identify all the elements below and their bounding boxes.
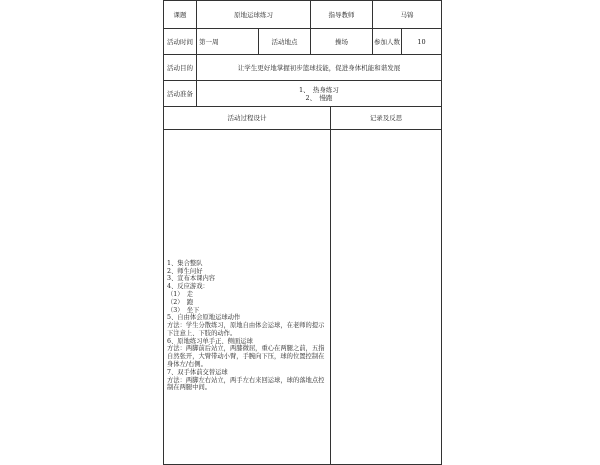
row-topic [164,1,442,29]
prep-item: 1、 热身练习 [299,85,339,94]
design-header: 活动过程设计 [164,107,331,130]
process-line: 6、原地练习单手正、侧面运球 [167,337,253,345]
process-line: （1） 走 [167,290,194,298]
activity-plan-table [163,0,442,465]
time-value: 第一周 [197,29,259,55]
process-line: 2、师生问好 [167,267,203,275]
row-goal [164,55,442,81]
process-line: 方法：学生分散练习，原地自由体会运球，在老师的提示下注意上、下肢的动作。 [167,322,325,337]
process-line: 3、宣布本课内容 [167,275,216,283]
prep-item: 2、 慢跑 [305,93,333,102]
place-label: 活动地点 [259,29,311,55]
count-cell [373,29,442,55]
process-line: （2） 跑 [167,298,194,306]
process-line: 7、双手体前交替运球 [167,368,228,376]
process-cell [164,130,331,465]
prep-label: 活动准备 [164,81,197,107]
count-value: 10 [417,37,426,46]
place-value: 操场 [311,29,373,55]
row-headers [164,107,442,130]
process-line: 4、反应游戏： [167,283,209,291]
goal-label: 活动目的 [164,55,197,81]
teacher-value: 马锦 [373,1,442,29]
topic-label: 课题 [164,1,197,29]
row-time-place [164,29,442,55]
prep-list [197,81,442,107]
goal-value: 让学生更好地掌握初步篮球技能，促进身体机能和谐发展 [197,55,442,81]
teacher-label: 指导教师 [311,1,373,29]
record-cell [331,130,442,465]
process-line: 方法：两脚前后站立，两膝微屈，重心在两腿之前，五指自然张开，大臂带动小臂，手腕向下压，球的位置控制在身体左/右侧。 [167,345,325,369]
process-line: 5、自由体会原地运球动作 [167,314,241,322]
time-label: 活动时间 [164,29,197,55]
process-line: 方法：两脚左右站立，两手左右来回运球，球的落地点控制在两腿中间。 [167,376,325,392]
process-line: （3） 坐下 [167,306,200,314]
record-header: 记录及反思 [331,107,442,130]
process-line: 1、集合整队 [167,259,203,267]
row-process [164,130,442,465]
count-label: 参加人数 [373,29,402,54]
topic-value: 原地运球练习 [197,1,311,29]
row-preparation [164,81,442,107]
